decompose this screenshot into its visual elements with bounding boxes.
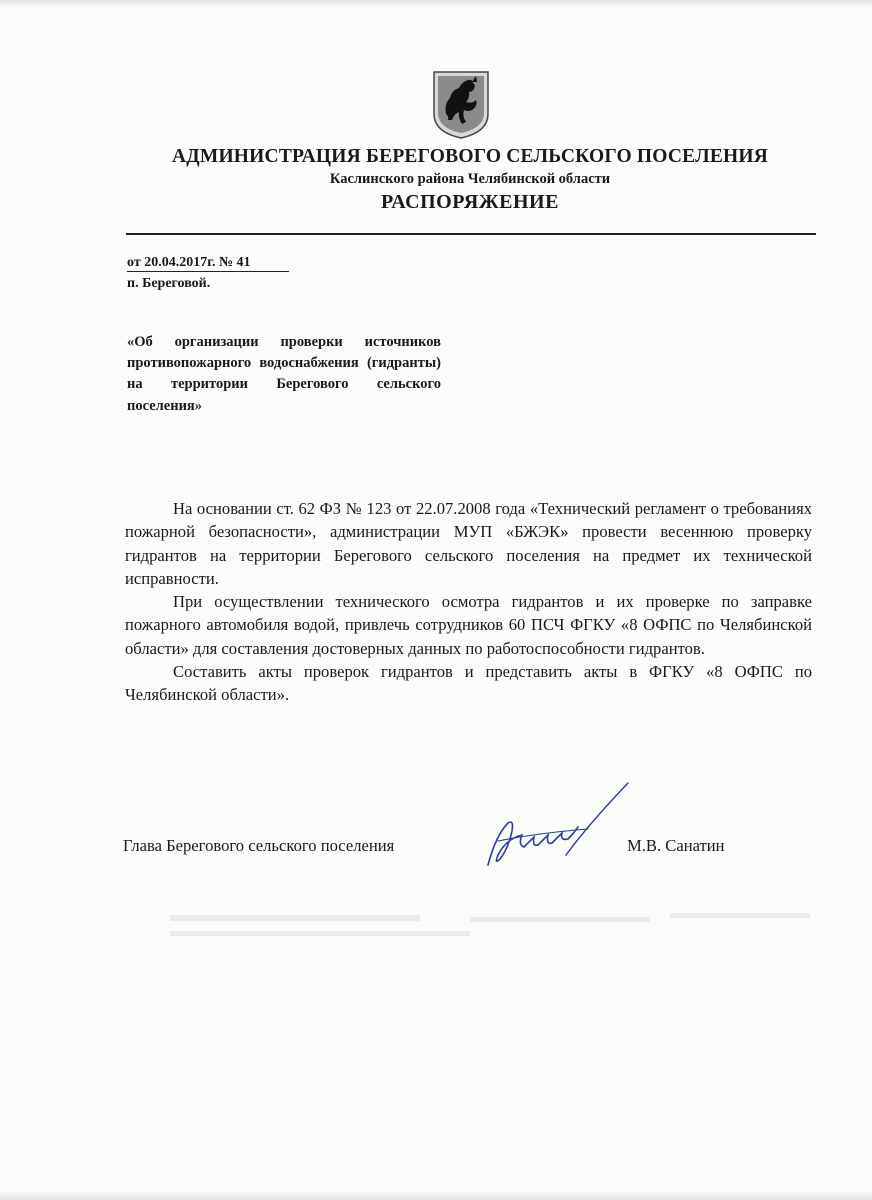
document-type: РАСПОРЯЖЕНИЕ	[381, 191, 559, 213]
signatory-name: М.В. Санатин	[627, 836, 725, 855]
document-date-number: от 20.04.2017г. № 41	[127, 255, 289, 272]
signatory-position: Глава Берегового сельского поселения	[123, 836, 395, 855]
handwritten-signature-icon	[478, 775, 638, 875]
document-place: п. Береговой.	[127, 276, 211, 291]
body-paragraph: При осуществлении технического осмотра гидрантов и их проверке по заправке пожарного автомобиля водой, привлечь сотрудников 60 ПСЧ ФГКУ «8 ОФПС по Челябинской области» для составления достоверных данных по работоспособности гидрантов.	[125, 592, 812, 658]
organization-title: АДМИНИСТРАЦИЯ БЕРЕГОВОГО СЕЛЬСКОГО ПОСЕЛЕНИЯ	[171, 146, 769, 167]
document-subject: «Об организации проверки источников противопожарного водоснабжения (гидранты) на территории Берегового сельского поселения»	[127, 334, 441, 414]
reverse-side-bleed	[170, 905, 820, 945]
body-paragraph: Составить акты проверок гидрантов и представить акты в ФГКУ «8 ОФПС по Челябинской области».	[125, 662, 812, 705]
scan-edge-bottom	[0, 1190, 872, 1200]
scan-edge-top	[0, 0, 872, 8]
body-paragraph: На основании ст. 62 ФЗ № 123 от 22.07.2008 года «Технический регламент о требованиях пожарной безопасности», администрации МУП «БЖЭК» провести весеннюю проверку гидрантов на территории Берегового сельского поселения на предмет их технической исправности.	[125, 499, 812, 588]
header-rule	[126, 233, 816, 235]
organization-subtitle: Каслинского района Челябинской области	[329, 171, 611, 187]
document-body	[125, 497, 812, 707]
coat-of-arms-horse-icon	[432, 70, 490, 140]
